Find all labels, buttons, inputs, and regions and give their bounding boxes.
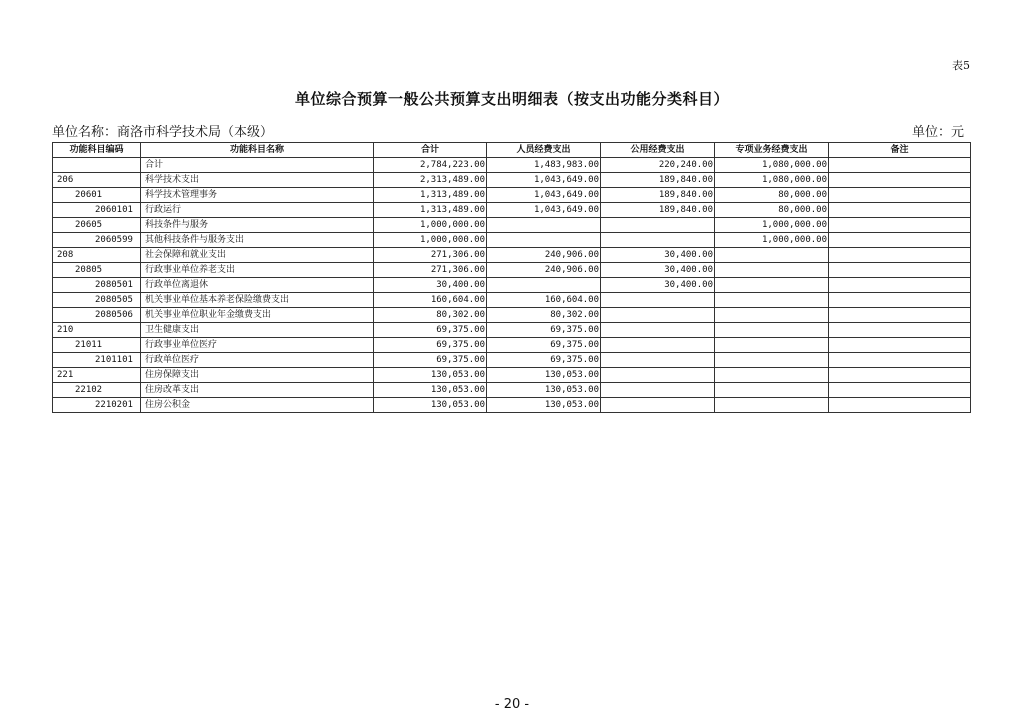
cell-note [829, 293, 971, 308]
cell-public: 30,400.00 [601, 248, 715, 263]
cell-personnel: 1,483,983.00 [487, 158, 601, 173]
page-title: 单位综合预算一般公共预算支出明细表（按支出功能分类科目） [294, 90, 729, 108]
cell-personnel [487, 218, 601, 233]
cell-total: 80,302.00 [374, 308, 487, 323]
col-header-personnel: 人员经费支出 [487, 143, 601, 158]
cell-public: 189,840.00 [601, 188, 715, 203]
cell-special [715, 248, 829, 263]
table-row [53, 188, 971, 203]
unit-name: 单位名称：商洛市科学技术局（本级） [52, 125, 274, 140]
cell-special [715, 338, 829, 353]
cell-code: 2080506 [53, 308, 141, 323]
cell-code: 22102 [53, 383, 141, 398]
table-row [53, 308, 971, 323]
cell-total: 69,375.00 [374, 353, 487, 368]
cell-public [601, 353, 715, 368]
cell-note [829, 218, 971, 233]
cell-special [715, 293, 829, 308]
cell-public [601, 398, 715, 413]
cell-public [601, 233, 715, 248]
cell-special: 1,080,000.00 [715, 158, 829, 173]
table-row [53, 278, 971, 293]
cell-code: 20805 [53, 263, 141, 278]
table-row [53, 248, 971, 263]
cell-name: 合计 [141, 158, 374, 173]
cell-note [829, 338, 971, 353]
table-number: 表5 [952, 59, 970, 72]
cell-name: 行政事业单位养老支出 [141, 263, 374, 278]
table-row [53, 293, 971, 308]
cell-code: 2101101 [53, 353, 141, 368]
cell-code: 221 [53, 368, 141, 383]
cell-personnel: 1,043,649.00 [487, 203, 601, 218]
cell-name: 住房保障支出 [141, 368, 374, 383]
cell-name: 行政事业单位医疗 [141, 338, 374, 353]
col-header-name: 功能科目名称 [141, 143, 374, 158]
col-header-public: 公用经费支出 [601, 143, 715, 158]
cell-special [715, 323, 829, 338]
cell-personnel: 130,053.00 [487, 383, 601, 398]
cell-total: 130,053.00 [374, 383, 487, 398]
cell-code: 206 [53, 173, 141, 188]
cell-public [601, 383, 715, 398]
cell-personnel: 69,375.00 [487, 338, 601, 353]
cell-personnel: 240,906.00 [487, 248, 601, 263]
table-row [53, 158, 971, 173]
cell-code: 208 [53, 248, 141, 263]
cell-note [829, 158, 971, 173]
cell-personnel: 69,375.00 [487, 353, 601, 368]
cell-name: 机关事业单位基本养老保险缴费支出 [141, 293, 374, 308]
cell-special: 1,000,000.00 [715, 218, 829, 233]
cell-note [829, 263, 971, 278]
cell-code: 2060599 [53, 233, 141, 248]
cell-personnel: 1,043,649.00 [487, 173, 601, 188]
cell-total: 1,000,000.00 [374, 218, 487, 233]
cell-name: 科学技术管理事务 [141, 188, 374, 203]
cell-public: 30,400.00 [601, 263, 715, 278]
cell-name: 机关事业单位职业年金缴费支出 [141, 308, 374, 323]
cell-name: 社会保障和就业支出 [141, 248, 374, 263]
table-header-row [53, 143, 971, 158]
cell-public: 30,400.00 [601, 278, 715, 293]
table-row [53, 218, 971, 233]
cell-code: 20601 [53, 188, 141, 203]
currency-unit: 单位：元 [912, 125, 965, 140]
cell-personnel [487, 233, 601, 248]
col-header-code: 功能科目编码 [53, 143, 141, 158]
cell-note [829, 203, 971, 218]
cell-total: 2,784,223.00 [374, 158, 487, 173]
cell-name: 卫生健康支出 [141, 323, 374, 338]
col-header-note: 备注 [829, 143, 971, 158]
cell-public: 220,240.00 [601, 158, 715, 173]
cell-total: 69,375.00 [374, 338, 487, 353]
table-row [53, 323, 971, 338]
cell-personnel: 160,604.00 [487, 293, 601, 308]
cell-note [829, 173, 971, 188]
expenditure-table [52, 142, 971, 413]
col-header-total: 合计 [374, 143, 487, 158]
table-body [53, 158, 971, 413]
table-row [53, 173, 971, 188]
table-row [53, 263, 971, 278]
cell-total: 1,000,000.00 [374, 233, 487, 248]
cell-special: 1,080,000.00 [715, 173, 829, 188]
cell-total: 2,313,489.00 [374, 173, 487, 188]
cell-code [53, 158, 141, 173]
cell-code: 2060101 [53, 203, 141, 218]
cell-note [829, 278, 971, 293]
cell-total: 160,604.00 [374, 293, 487, 308]
cell-personnel: 240,906.00 [487, 263, 601, 278]
cell-special: 80,000.00 [715, 188, 829, 203]
cell-name: 其他科技条件与服务支出 [141, 233, 374, 248]
cell-total: 130,053.00 [374, 398, 487, 413]
cell-total: 30,400.00 [374, 278, 487, 293]
cell-code: 2210201 [53, 398, 141, 413]
cell-name: 行政单位医疗 [141, 353, 374, 368]
cell-public [601, 218, 715, 233]
cell-special [715, 263, 829, 278]
cell-personnel [487, 278, 601, 293]
cell-note [829, 383, 971, 398]
cell-public [601, 308, 715, 323]
page-number: - 20 - [494, 697, 530, 712]
cell-name: 住房公积金 [141, 398, 374, 413]
cell-total: 1,313,489.00 [374, 203, 487, 218]
cell-personnel: 69,375.00 [487, 323, 601, 338]
cell-name: 科学技术支出 [141, 173, 374, 188]
cell-note [829, 353, 971, 368]
cell-code: 20605 [53, 218, 141, 233]
cell-note [829, 308, 971, 323]
cell-code: 2080505 [53, 293, 141, 308]
table-row [53, 203, 971, 218]
cell-public [601, 293, 715, 308]
cell-public [601, 368, 715, 383]
cell-public [601, 338, 715, 353]
cell-code: 21011 [53, 338, 141, 353]
cell-special [715, 368, 829, 383]
cell-name: 住房改革支出 [141, 383, 374, 398]
cell-special [715, 278, 829, 293]
cell-special [715, 383, 829, 398]
table-row [53, 398, 971, 413]
cell-note [829, 368, 971, 383]
cell-special: 80,000.00 [715, 203, 829, 218]
cell-total: 69,375.00 [374, 323, 487, 338]
cell-special [715, 398, 829, 413]
table-row [53, 233, 971, 248]
cell-total: 1,313,489.00 [374, 188, 487, 203]
table-row [53, 338, 971, 353]
cell-code: 210 [53, 323, 141, 338]
cell-total: 130,053.00 [374, 368, 487, 383]
cell-public [601, 323, 715, 338]
table-row [53, 353, 971, 368]
cell-note [829, 323, 971, 338]
table-row [53, 383, 971, 398]
cell-public: 189,840.00 [601, 173, 715, 188]
cell-total: 271,306.00 [374, 248, 487, 263]
col-header-special: 专项业务经费支出 [715, 143, 829, 158]
cell-name: 科技条件与服务 [141, 218, 374, 233]
cell-name: 行政单位离退休 [141, 278, 374, 293]
cell-note [829, 188, 971, 203]
cell-note [829, 398, 971, 413]
cell-special [715, 308, 829, 323]
table-row [53, 368, 971, 383]
cell-total: 271,306.00 [374, 263, 487, 278]
cell-personnel: 1,043,649.00 [487, 188, 601, 203]
cell-special [715, 353, 829, 368]
cell-code: 2080501 [53, 278, 141, 293]
cell-name: 行政运行 [141, 203, 374, 218]
cell-note [829, 248, 971, 263]
cell-personnel: 130,053.00 [487, 368, 601, 383]
cell-personnel: 130,053.00 [487, 398, 601, 413]
cell-public: 189,840.00 [601, 203, 715, 218]
cell-note [829, 233, 971, 248]
cell-special: 1,000,000.00 [715, 233, 829, 248]
cell-personnel: 80,302.00 [487, 308, 601, 323]
